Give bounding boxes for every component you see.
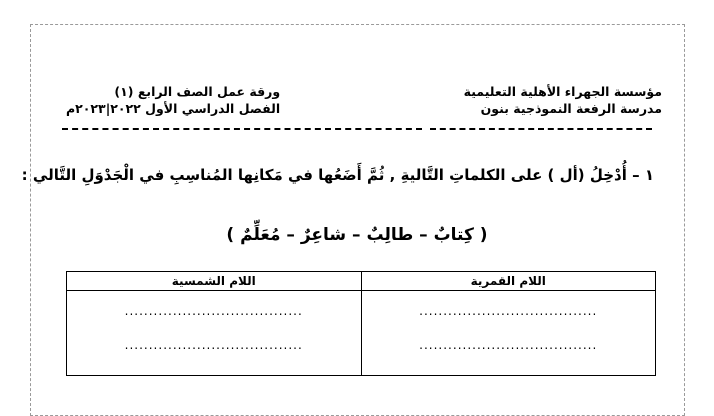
answer-line: ..................................... — [124, 304, 303, 318]
sun-lam-header: اللام الشمسية — [67, 272, 362, 291]
separator-right — [430, 128, 652, 130]
exercise-instruction: ١ – أُدْخِلُ (أل ) على الكلماتِ التَّاليةِ , ثُمَّ أَضَعُها في مَكانِها المُناسِبِ في الْجَدْوَلِ التَّالي : — [21, 166, 654, 184]
separator-left — [62, 128, 422, 130]
word-list: ( كِتابٌ – طالِبٌ – شاعِرٌ – مُعَلِّمٌ ) — [226, 225, 488, 245]
answer-line: ..................................... — [124, 338, 303, 352]
school-name: مدرسة الرفعة النموذجية بنون — [480, 101, 662, 116]
answer-line: ..................................... — [419, 304, 598, 318]
school-info — [464, 83, 662, 117]
moon-lam-header: اللام القمرية — [361, 272, 656, 291]
worksheet-title: ورقة عمل الصف الرابع (١) — [114, 84, 281, 99]
answer-line: ..................................... — [419, 338, 598, 352]
sun-lam-cell[interactable] — [67, 291, 362, 376]
answer-table — [66, 271, 656, 376]
semester-info: الفصل الدراسي الأول ٢٠٢٢|٢٠٢٣م — [66, 101, 281, 116]
worksheet-info — [66, 83, 280, 117]
institution-name: مؤسسة الجهراء الأهلية التعليمية — [463, 84, 662, 99]
moon-lam-cell[interactable] — [361, 291, 656, 376]
